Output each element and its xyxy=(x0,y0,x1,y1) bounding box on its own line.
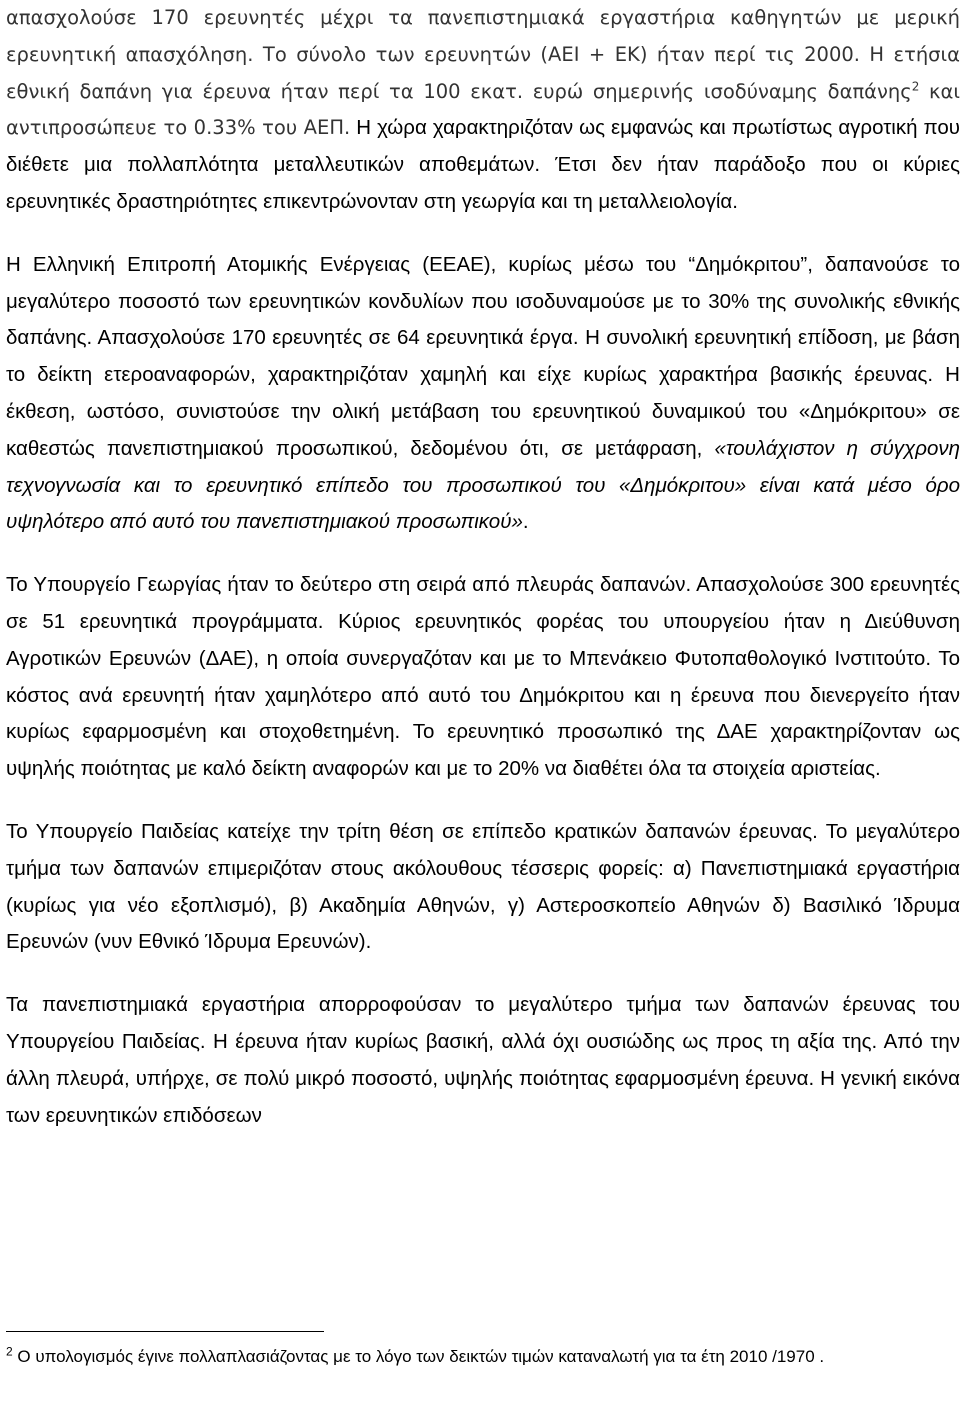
document-body xyxy=(6,0,960,1134)
footnote xyxy=(6,1342,954,1371)
paragraph-1 xyxy=(6,0,960,221)
paragraph-1-continuation: Η χώρα χαρακτηριζόταν ως εμφανώς και πρωτίστως αγροτική που διέθετε μια πολλαπλότητα μεταλλευτικών αποθεμάτων. Έτσι δεν ήταν παράδοξο που οι κύριες ερευνητικές δραστηριότητες επικεντρώνονταν στη γεωργία και τη μεταλλειολογία. xyxy=(6,116,960,213)
paragraph-spacer xyxy=(6,788,960,814)
paragraph-5: Τα πανεπιστημιακά εργαστήρια απορροφούσαν το μεγαλύτερο τμήμα των δαπανών έρευνας του Υπουργείου Παιδείας. Η έρευνα ήταν κυρίως βασική, αλλά όχι ουσιώδης ως προς τη αξία της. Από την άλλη πλευρά, υπήρχε, σε πολύ μικρό ποσοστό, υψηλής ποιότητας εφαρμοσμένη έρευνα. Η γενική εικόνα των ερευνητικών επιδόσεων xyxy=(6,993,960,1127)
paragraph-4: Το Υπουργείο Παιδείας κατείχε την τρίτη θέση σε επίπεδο κρατικών δαπανών έρευνας. Το μεγαλύτερο τμήμα των δαπανών επιμεριζόταν στους ακόλουθους τέσσερις φορείς: α) Πανεπιστημιακά εργαστήρια (κυρίως για νέο εξοπλισμό), β) Ακαδημία Αθηνών, γ) Αστεροσκοπείο Αθηνών δ) Βασιλικό Ίδρυμα Ερευνών (νυν Εθνικό Ίδρυμα Ερευνών). xyxy=(6,819,960,954)
paragraph-1-after-ref: και αντιπροσώπευε το 0.33% του ΑΕΠ. xyxy=(6,79,960,140)
footnote-reference[interactable]: 2 xyxy=(911,79,920,94)
paragraph-2-quote: «τουλάχιστον η σύγχρονη τεχνογνωσία και το ερευνητικό επίπεδο του προσωπικού του «Δημόκριτου» είναι κατά μέσο όρο υψηλότερο από αυτό του πανεπιστημιακού προσωπικού» xyxy=(6,436,960,534)
paragraph-2-text: Η Ελληνική Επιτροπή Ατομικής Ενέργειας (ΕΕΑΕ), κυρίως μέσω του “Δημόκριτου”, δαπανούσε το μεγαλύτερο ποσοστό των ερευνητικών κονδυλίων που ισοδυναμούσε με το 30% της συνολικής εθνικής δαπάνης. Απασχολούσε 170 ερευνητές σε 64 ερευνητικά έργα. Η συνολική ερευνητική επίδοση, με βάση το δείκτη ετεροαναφορών, χαρακτηριζόταν χαμηλή και είχε κυρίως χαρακτήρα βασικής έρευνας. Η έκθεση, ωστόσο, συνιστούσε την ολική μετάβαση του ερευνητικού δυναμικού του «Δημόκριτου» σε καθεστώς πανεπιστημιακού προσωπικού, δεδομένου ότι, σε μετάφραση, xyxy=(6,252,960,460)
footnote-text: Ο υπολογισμός έγινε πολλαπλασιάζοντας με το λόγο των δεικτών τιμών καταναλωτή για τα έτη 2010 /1970 . xyxy=(12,1347,825,1366)
paragraph-2-tail: . xyxy=(522,510,529,534)
paragraph-3: Το Υπουργείο Γεωργίας ήταν το δεύτερο στη σειρά από πλευράς δαπανών. Απασχολούσε 300 ερευνητές σε 51 ερευνητικά προγράμματα. Κύριος ερευνητικός φορέας του υπουργείου ήταν η Διεύθυνση Αγροτικών Ερευνών (ΔΑΕ), η οποία συνεργαζόταν και με το Μπενάκειο Φυτοπαθολογικό Ινστιτούτο. Το κόστος ανά ερευνητή ήταν χαμηλότερο από αυτό του Δημόκριτου και η έρευνα που διενεργείτο ήταν κυρίως εφαρμοσμένη και στοχοθετημένη. Το ερευνητικό προσωπικό της ΔΑΕ χαρακτηρίζονταν ως υψηλής ποιότητας με καλό δείκτη αναφορών και με το 20% να διαθέτει όλα τα στοιχεία αριστείας. xyxy=(6,573,960,781)
paragraph-spacer xyxy=(6,221,960,247)
paragraph-2 xyxy=(6,247,960,541)
paragraph-spacer xyxy=(6,961,960,987)
paragraph-spacer xyxy=(6,541,960,567)
paragraph-1-text: απασχολούσε 170 ερευνητές μέχρι τα πανεπιστημιακά εργαστήρια καθηγητών με μερική ερευνητική απασχόληση. Το σύνολο των ερευνητών (ΑΕΙ + ΕΚ) ήταν περί τις 2000. Η ετήσια εθνική δαπάνη για έρευνα ήταν περί τα 100 εκατ. ευρώ σημερινής ισοδύναμης δαπάνης xyxy=(6,6,960,103)
footnote-separator xyxy=(6,1331,324,1332)
footnote-number: 2 xyxy=(6,1344,13,1359)
